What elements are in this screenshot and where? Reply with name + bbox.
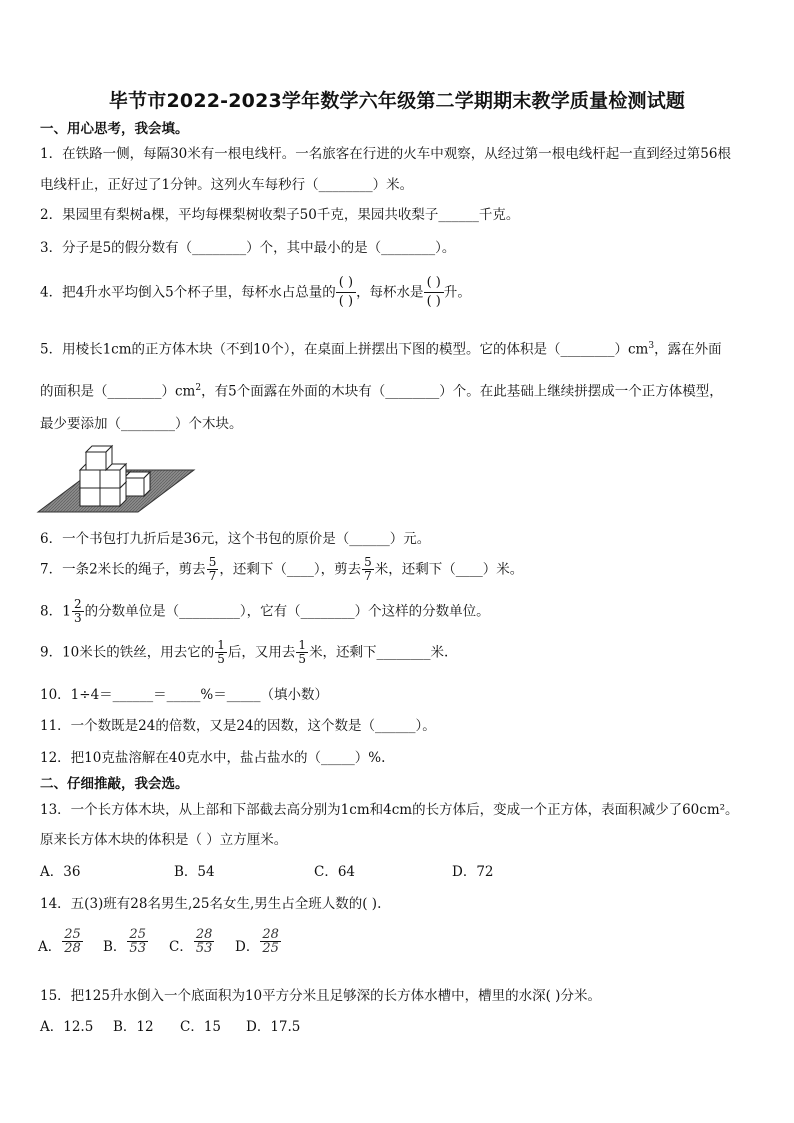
question-5-line-2: 的面积是$(\_\_\_\_\_\_\_\_)cm^2$，有5个面露在外面的木块有（________）个。在此基础上继续拼摆成一个正方体模型， [40, 383, 723, 400]
question-1-line-1: 1．在铁路一侧，每隔30米有一根电线杆。一名旅客在行进的火车中观察，从经过第一根电线杆起一直到经过第56根 [40, 146, 731, 162]
cube-model-figure [36, 440, 196, 520]
question-6: 6．一个书包打九折后是36元，这个书包的原价是（______）元。 [40, 531, 431, 547]
option-14-d: D． $\frac{28}{25}$ [235, 927, 279, 956]
fraction: $\frac{1}{5}$ [298, 638, 307, 666]
question-15: 15．把125升水倒入一个底面积为10平方分米且足够深的长方体水槽中，槽里的水深( )分米。 [40, 988, 601, 1004]
question-1-line-2: 电线杆止，正好过了1分钟。这列火车每秒行（________）米。 [40, 177, 414, 193]
fraction: $\frac{5}{7}$ [208, 555, 217, 583]
question-12: 12．把10克盐溶解在40克水中，盐占盐水的（_____）%. [40, 750, 386, 766]
question-9: 9．10米长的铁丝，用去它的 $\frac{1}{5}$ 后，又用去 $\frac{1}{5}$ 米，还剩下________米. [40, 638, 449, 666]
question-3: 3．分子是5的假分数有（________）个，其中最小的是（________）。 [40, 240, 456, 256]
section-1-heading: 一、用心思考，我会填。 [40, 121, 189, 137]
question-14: 14．五(3)班有28名男生,25名女生,男生占全班人数的( ). [40, 896, 382, 912]
option-14-c: C． $\frac{28}{53}$ [169, 927, 213, 956]
question-2: 2．果园里有梨树a棵，平均每棵梨树收梨子50千克，果园共收梨子______千克。 [40, 207, 520, 223]
option-13-d: D．72 [452, 864, 494, 880]
option-15-a: A．12.5 [40, 1019, 94, 1035]
option-13-a: A．36 [40, 864, 81, 880]
section-2-heading: 二、仔细推敲，我会选。 [40, 776, 189, 792]
question-5-line-3: 最少要添加（________）个木块。 [40, 416, 243, 432]
answer-blank-fraction: $\frac{( )}{( )}$ [336, 274, 356, 311]
option-13-c: C．64 [314, 864, 356, 880]
answer-blank-fraction: $\frac{( )}{( )}$ [424, 274, 444, 311]
option-15-b: B．12 [113, 1019, 154, 1035]
question-4 [40, 274, 471, 311]
option-13-b: B．54 [174, 864, 215, 880]
question-13-line-1: 13．一个长方体木块，从上部和下部截去高分别为1cm和4cm的长方体后，变成一个正方体，表面积减少了60cm²。 [40, 802, 739, 818]
question-7: 7．一条2米长的绳子，剪去 $\frac{5}{7}$ ，还剩下（____），剪去 $\frac{5}{7}$ 米，还剩下（____）米。 [40, 555, 524, 583]
question-5-line-1: 5．用棱长1cm的正方体木块（不到10个），在桌面上拼摆出下图的模型。它的体积是$(\_\_\_\_\_\_\_\_)cm^3$，露在外面 [40, 341, 722, 358]
question-13-line-2: 原来长方体木块的体积是（ ）立方厘米。 [40, 832, 288, 848]
question-4-text-c: 升。 [443, 284, 471, 301]
question-11: 11．一个数既是24的倍数，又是24的因数，这个数是（______）。 [40, 718, 436, 734]
option-14-a: A． $\frac{25}{28}$ [38, 927, 81, 956]
mixed-number: 1 $\frac{2}{3}$ [62, 597, 82, 625]
option-15-c: C．15 [180, 1019, 222, 1035]
page-title: 毕节市2022-2023学年数学六年级第二学期期末教学质量检测试题 [108, 90, 686, 112]
question-4-text-a: 4．把4升水平均倒入5个杯子里，每杯水占总量的 [40, 284, 336, 301]
question-10: 10．1÷4＝______＝_____%＝_____（填小数） [40, 687, 328, 703]
question-8: 8．1 $\frac{2}{3}$ 的分数单位是（_________），它有（________）个这样的分数单位。 [40, 597, 490, 625]
option-15-d: D．17.5 [246, 1019, 301, 1035]
fraction: $\frac{1}{5}$ [217, 638, 225, 666]
question-4-text-b: ，每杯水是 [356, 284, 424, 301]
option-14-b: B． $\frac{25}{53}$ [103, 927, 146, 956]
fraction: $\frac{5}{7}$ [364, 555, 372, 583]
